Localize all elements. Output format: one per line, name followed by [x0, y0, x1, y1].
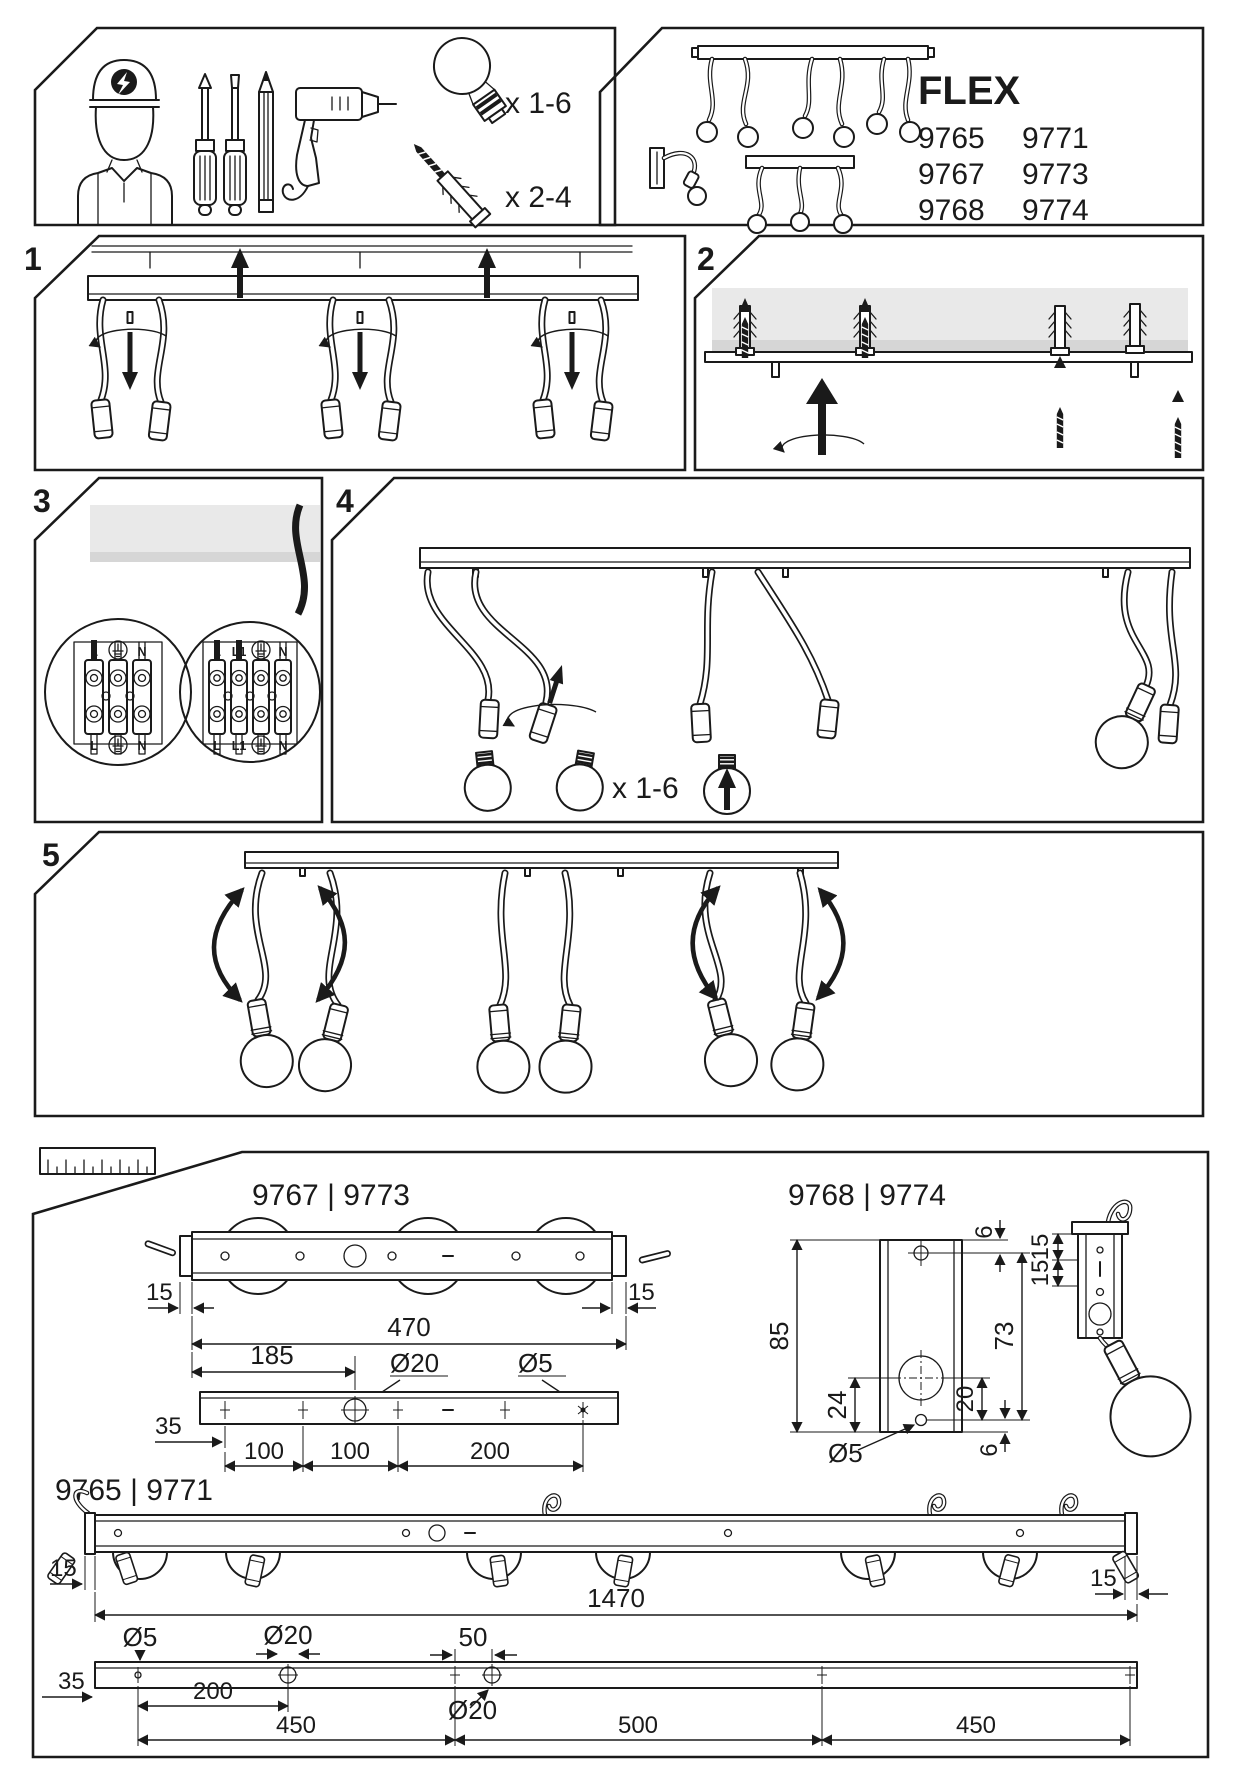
- product-panel: [600, 28, 1203, 233]
- mounting-bar: [88, 276, 638, 300]
- bulb-quantity: x 1-6: [505, 87, 572, 120]
- terminal-block-4pin: [180, 622, 320, 762]
- bulb: [461, 750, 513, 813]
- ceiling-lines: [92, 246, 632, 268]
- step-4-panel: [332, 478, 1203, 822]
- dim-9767-to-center: [192, 1340, 355, 1390]
- dim-value: 185: [250, 1340, 294, 1370]
- bulb-quantity: x 1-6: [612, 772, 679, 805]
- drawing-9765-bottom-view: [95, 1662, 1137, 1688]
- dim-value: Ø20: [390, 1348, 440, 1378]
- worker-icon: [78, 60, 172, 224]
- brand-name: FLEX: [918, 69, 1021, 113]
- terminal-label-live: L: [213, 739, 221, 753]
- dim-value: 200: [192, 1678, 234, 1705]
- dim-value: Ø5: [828, 1438, 863, 1468]
- tools-panel: [35, 27, 615, 229]
- drawing-9767-top-view: [148, 1218, 667, 1294]
- flex-arm: [758, 572, 839, 739]
- dim-9767-end-left: [146, 1279, 214, 1314]
- flex-arm-pair: [91, 300, 171, 441]
- mounting-bar: [420, 548, 1190, 577]
- dim-value: 24: [822, 1390, 852, 1420]
- terminal-label-neutral: N: [278, 645, 288, 659]
- dim-9767-end-right: [582, 1279, 656, 1314]
- dim-value: 15: [1027, 1259, 1054, 1287]
- terminal-label-neutral: N: [278, 739, 288, 753]
- dim-value: 35: [155, 1413, 182, 1440]
- flex-arm-with-bulb: [230, 873, 296, 1091]
- flex-arm: [1158, 572, 1179, 744]
- dim-value: 6: [976, 1443, 1003, 1457]
- step-2-panel: [695, 236, 1203, 470]
- flex-arm-pair: [321, 300, 401, 441]
- wall-plug-icon: [405, 136, 492, 229]
- step-3-label: 3: [33, 483, 51, 519]
- flex-arm-with-bulb: [1087, 572, 1171, 777]
- screw-tip: [772, 362, 779, 377]
- ruler-icon: [40, 1148, 155, 1174]
- model-number: 9767: [918, 158, 985, 191]
- flex-arm: [427, 572, 499, 738]
- dim-value: 15: [50, 1555, 77, 1582]
- fixture-6-light-icon: [692, 46, 934, 147]
- earth-icon: [109, 736, 127, 754]
- dim-value: 500: [617, 1712, 659, 1739]
- flex-arm: [691, 572, 712, 742]
- terminal-label-live: L: [90, 645, 98, 659]
- dim-value: 73: [989, 1321, 1019, 1351]
- dim-9765-length: [95, 1583, 1137, 1622]
- terminal-label-live2: L1: [231, 739, 247, 753]
- ceiling-section: [90, 505, 320, 560]
- step-3-panel: [33, 478, 322, 822]
- dim-9765-hole-small-label: [123, 1622, 158, 1660]
- flex-arm-with-bulb: [537, 873, 598, 1095]
- model-number: 9771: [1022, 122, 1089, 155]
- dim-value: Ø5: [518, 1348, 553, 1378]
- dim-9767-spans: [225, 1420, 583, 1472]
- drawing-title-9768: 9768 | 9774: [788, 1179, 946, 1212]
- drawing-9768-lamp: [1077, 1325, 1205, 1470]
- earth-icon: [252, 641, 270, 659]
- terminal-label-live2: L1: [231, 645, 247, 659]
- dim-value: 100: [243, 1438, 285, 1465]
- drawing-title-9767: 9767 | 9773: [252, 1179, 410, 1212]
- bulb-with-arrow: [704, 755, 750, 814]
- wall-lamp-icon: [650, 148, 706, 205]
- dim-value: 470: [387, 1312, 431, 1342]
- flex-arm-with-bulb: [472, 873, 531, 1095]
- pencil-icon: [259, 72, 273, 212]
- dim-value: 85: [764, 1321, 794, 1351]
- earth-icon: [109, 641, 127, 659]
- phillips-screwdriver-icon: [194, 74, 216, 215]
- dim-value: 15: [146, 1279, 173, 1306]
- dim-value: 20: [952, 1385, 979, 1413]
- bend-arrow: [214, 890, 242, 1000]
- dim-value: 450: [275, 1712, 317, 1739]
- bend-arrow: [818, 890, 843, 998]
- dim-9765-end-left: [50, 1555, 95, 1590]
- screw-in-arrow: [782, 378, 864, 455]
- step-1-panel: [24, 236, 685, 470]
- dim-9768-hole-small: [828, 1425, 914, 1468]
- drawing-9768-front-view: [880, 1240, 962, 1432]
- model-number: 9768: [918, 194, 985, 227]
- terminal-label-neutral: N: [137, 645, 147, 659]
- model-number: 9773: [1022, 158, 1089, 191]
- dim-9765-edge: [42, 1668, 92, 1697]
- dim-value: 450: [955, 1712, 997, 1739]
- terminal-label-live: L: [213, 645, 221, 659]
- anchor-quantity: x 2-4: [505, 181, 572, 214]
- dim-9765-hole-big-label: [256, 1620, 320, 1654]
- ceiling-section-edge: [90, 552, 320, 562]
- dim-value: Ø5: [122, 1622, 158, 1652]
- dimensions-panel: [33, 1148, 1208, 1757]
- terminal-label-live: L: [90, 739, 98, 753]
- dim-value: 200: [469, 1438, 511, 1465]
- model-number: 9774: [1022, 194, 1089, 227]
- ceiling-section-edge: [712, 340, 1188, 352]
- drawing-9767-bottom-view: [200, 1392, 618, 1424]
- drawing-title-9765: 9765 | 9771: [55, 1474, 213, 1507]
- flex-arm-with-bulb: [768, 873, 832, 1094]
- drawing-9768-side-view: [1027, 1202, 1130, 1338]
- drill-icon: [283, 88, 396, 200]
- flex-arm-pair: [533, 300, 613, 441]
- flat-screwdriver-icon: [224, 75, 246, 215]
- step-2-label: 2: [697, 241, 715, 277]
- dim-value: 35: [58, 1668, 85, 1695]
- step-5-label: 5: [42, 837, 60, 873]
- dim-value: 15: [1090, 1565, 1117, 1592]
- earth-icon: [252, 736, 270, 754]
- terminal-label-neutral: N: [137, 739, 147, 753]
- mounting-bar: [245, 852, 838, 876]
- dim-value: Ø20: [448, 1695, 498, 1725]
- step-4-label: 4: [336, 483, 354, 519]
- dim-value: 15: [1027, 1233, 1054, 1261]
- dim-value: 1470: [587, 1583, 645, 1613]
- dim-value: 6: [971, 1225, 998, 1239]
- dim-value: 15: [628, 1279, 655, 1306]
- dim-value: 100: [329, 1438, 371, 1465]
- fixture-3-light-icon: [746, 156, 854, 233]
- dim-value: Ø20: [263, 1620, 313, 1650]
- step-1-label: 1: [24, 241, 42, 277]
- bulb: [553, 748, 609, 814]
- terminal-block-3pin: [45, 619, 191, 765]
- dim-value: 50: [458, 1622, 488, 1652]
- ceiling-section: [712, 288, 1188, 346]
- step-5-panel: [35, 832, 1203, 1116]
- model-number: 9765: [918, 122, 985, 155]
- ceiling-surface: [705, 352, 1192, 362]
